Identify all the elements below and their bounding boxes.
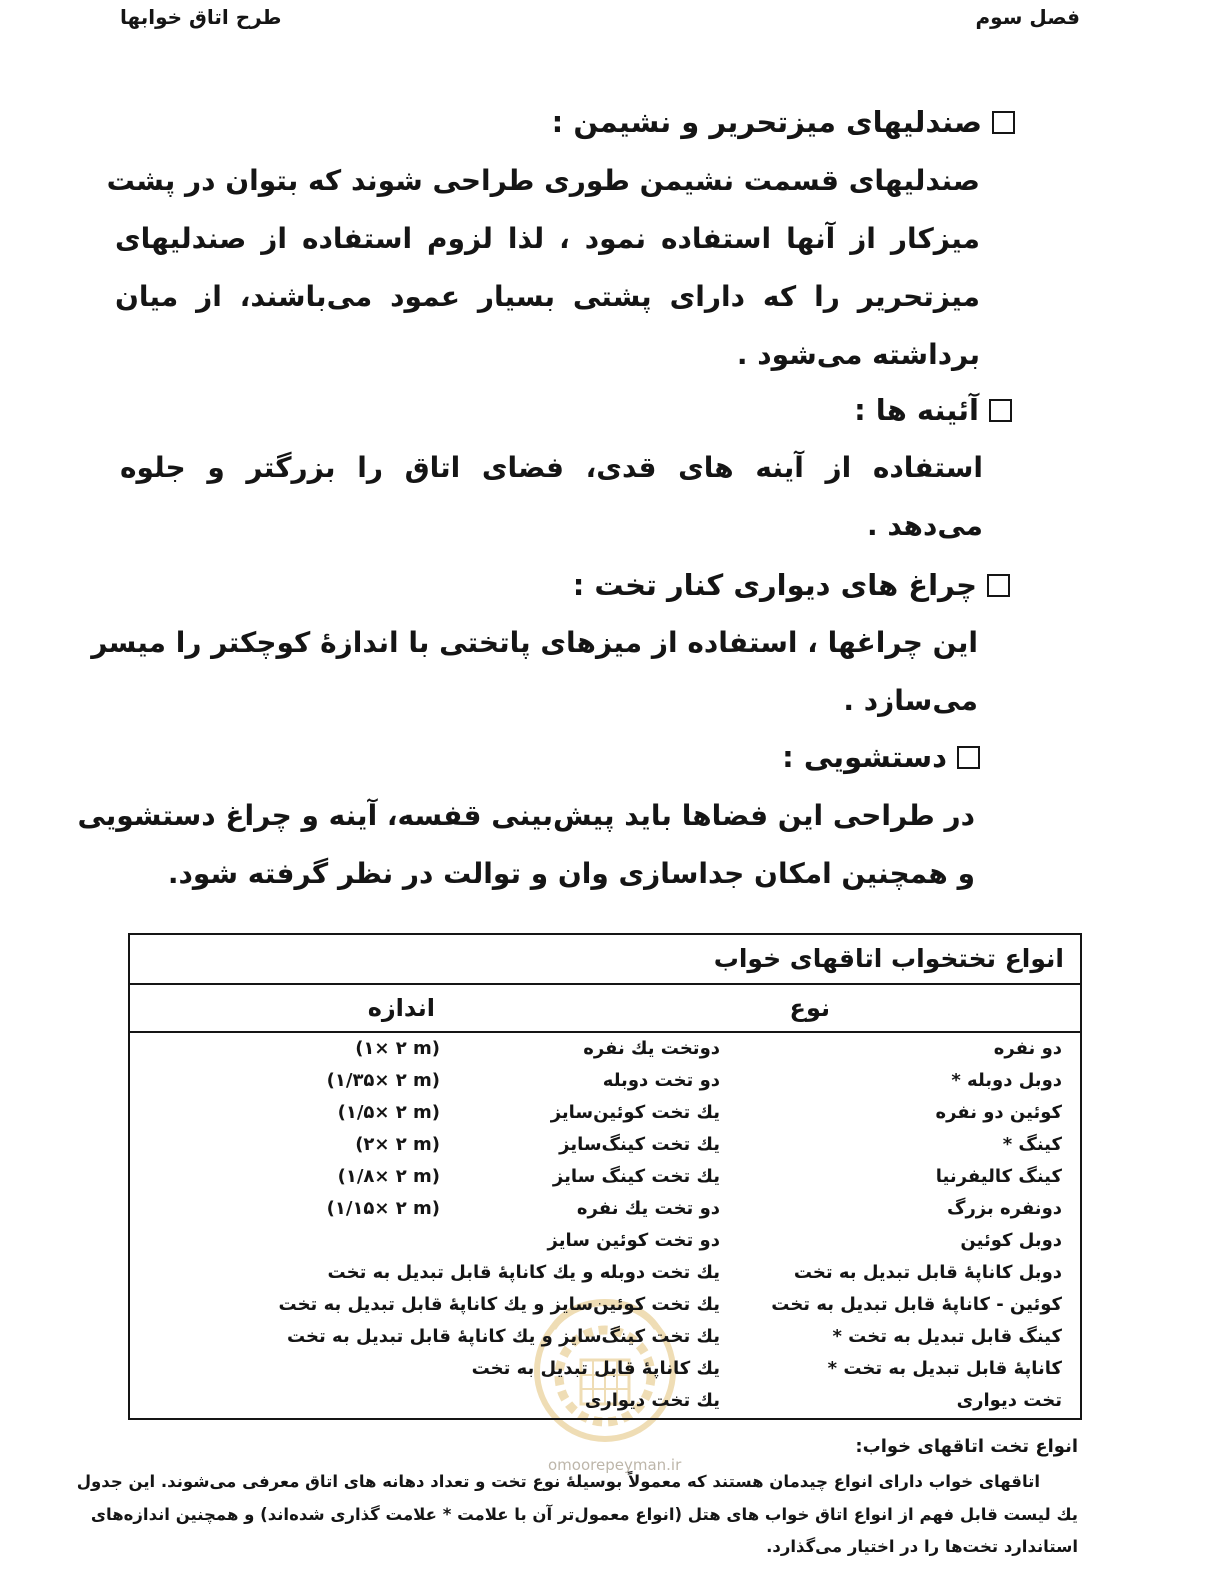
bed-type-cell: دونفره بزرگ <box>947 1198 1062 1219</box>
table-title: انواع تختخواب اتاقهای خواب <box>130 935 1080 985</box>
table-row <box>130 1161 1080 1193</box>
bed-description-cell: یك کاناپهٔ قابل تبدیل به تخت <box>471 1358 720 1379</box>
section-heading-text: دستشویی : <box>782 740 947 774</box>
table-row <box>130 1289 1080 1321</box>
table-row <box>130 1321 1080 1353</box>
bed-type-cell: کینگ کالیفرنیا <box>935 1166 1062 1187</box>
bed-size-cell: (۲× ۲ m) <box>355 1134 440 1155</box>
bed-type-cell: دوبل کوئین <box>960 1230 1062 1251</box>
paragraph-line: می‌سازد . <box>843 684 978 717</box>
paragraph-line: در طراحی این فضاها باید پیش‌بینی قفسه، آینه و چراغ دستشویی <box>77 799 975 832</box>
table-row <box>130 1129 1080 1161</box>
table-body <box>130 1033 1080 1417</box>
table-row <box>130 1225 1080 1257</box>
caption-line: اتاقهای خواب دارای انواع چیدمان هستند که معمولاً بوسیلهٔ نوع تخت و تعداد دهانه های اتاق معرفی می‌شوند. این جدول <box>76 1472 1040 1491</box>
paragraph-line: برداشته می‌شود . <box>736 338 980 371</box>
bed-description-cell: دو تخت کوئین سایز <box>547 1230 720 1251</box>
section-heading-washbasin <box>782 735 980 779</box>
paragraph-line: میزتحریر را که دارای پشتی بسیار عمود می‌باشند، از میان <box>115 280 980 313</box>
page-header-title: طرح اتاق خوابها <box>120 5 282 29</box>
table-header-row <box>130 985 1080 1033</box>
column-header-size: اندازه <box>367 994 435 1022</box>
checkbox-icon <box>989 399 1012 422</box>
bed-description-cell: دو تخت دوبله <box>602 1070 720 1091</box>
table-row <box>130 1065 1080 1097</box>
section-heading-text: چراغ های دیواری کنار تخت : <box>572 568 977 602</box>
bed-description-cell: یك تخت کوئین‌سایز و یك کاناپهٔ قابل تبدیل به تخت <box>278 1294 720 1315</box>
bed-description-cell: یك تخت کینگ‌سایز <box>559 1134 720 1155</box>
table-row <box>130 1257 1080 1289</box>
section-paragraph-wall-lamps <box>91 614 978 730</box>
bed-description-cell: یك تخت کینگ‌سایز و یك کاناپهٔ قابل تبدیل به تخت <box>286 1326 720 1347</box>
table-row <box>130 1193 1080 1225</box>
paragraph-line: صندلیهای قسمت نشیمن طوری طراحی شوند که بتوان در پشت <box>106 164 980 197</box>
section-heading-text: آئینه ها : <box>854 393 979 427</box>
paragraph-line: می‌دهد . <box>866 509 983 542</box>
bed-size-cell: (۱/۳۵× ۲ m) <box>326 1070 440 1091</box>
bed-type-cell: دو نفره <box>993 1038 1062 1059</box>
bed-type-cell: دوبل دوبله * <box>951 1070 1062 1091</box>
bed-type-cell: کینگ * <box>1002 1134 1062 1155</box>
caption-line: یك لیست قابل فهم از انواع اتاق خواب های هتل (انواع معمول‌تر آن با علامت * علامت گذاری شده‌اند) و همچنین اندازه‌های <box>90 1504 1078 1524</box>
bed-description-cell: یك تخت کوئین‌سایز <box>550 1102 720 1123</box>
bed-type-cell: کوئین - کاناپهٔ قابل تبدیل به تخت <box>771 1294 1062 1315</box>
table-row <box>130 1385 1080 1417</box>
bed-description-cell: یك تخت دوبله و یك کاناپهٔ قابل تبدیل به تخت <box>327 1262 720 1283</box>
bed-type-cell: تخت دیواری <box>956 1390 1062 1411</box>
table-row <box>130 1033 1080 1065</box>
paragraph-line: این چراغها ، استفاده از میزهای پاتختی با اندازهٔ کوچکتر را میسر <box>91 626 978 659</box>
table-row <box>130 1353 1080 1385</box>
bed-description-cell: یك تخت کینگ سایز <box>552 1166 720 1187</box>
section-heading-mirrors <box>854 388 1012 432</box>
bed-description-cell: دو تخت یك نفره <box>576 1198 720 1219</box>
caption-heading: انواع تخت اتاقهای خواب: <box>855 1436 1078 1457</box>
chapter-label: فصل سوم <box>975 5 1080 29</box>
bed-types-table <box>128 933 1082 1420</box>
bed-type-cell: کینگ قابل تبدیل به تخت * <box>832 1326 1062 1347</box>
paragraph-line: و همچنین امکان جداسازی وان و توالت در نظر گرفته شود. <box>167 857 975 890</box>
column-header-type: نوع <box>789 994 830 1022</box>
bed-description-cell: یك تخت دیواری <box>584 1390 720 1411</box>
bed-type-cell: دوبل کاناپهٔ قابل تبدیل به تخت <box>793 1262 1062 1283</box>
section-paragraph-chairs <box>106 152 980 384</box>
paragraph-line: میزکار از آنها استفاده نمود ، لذا لزوم استفاده از صندلیهای <box>115 222 980 255</box>
checkbox-icon <box>957 746 980 769</box>
checkbox-icon <box>992 111 1015 134</box>
bed-description-cell: دوتخت یك نفره <box>583 1038 720 1059</box>
section-heading-text: صندلیهای میزتحریر و نشیمن : <box>551 105 982 139</box>
bed-size-cell: (۱/۵× ۲ m) <box>337 1102 440 1123</box>
checkbox-icon <box>987 574 1010 597</box>
section-paragraph-washbasin <box>77 787 975 903</box>
section-heading-wall-lamps <box>573 563 1010 607</box>
paragraph-line: استفاده از آینه های قدی، فضای اتاق را بزرگتر و جلوه <box>120 451 983 484</box>
watermark-text: omoorepeyman.ir <box>548 1456 682 1474</box>
caption-line: استاندارد تخت‌ها را در اختیار می‌گذارد. <box>766 1537 1078 1556</box>
bed-size-cell: (۱/۸× ۲ m) <box>337 1166 440 1187</box>
bed-type-cell: کاناپهٔ قابل تبدیل به تخت * <box>827 1358 1062 1379</box>
table-row <box>130 1097 1080 1129</box>
section-paragraph-mirrors <box>120 439 983 555</box>
section-heading-chairs <box>552 100 1015 144</box>
bed-size-cell: (۱× ۲ m) <box>355 1038 440 1059</box>
bed-size-cell: (۱/۱۵× ۲ m) <box>326 1198 440 1219</box>
bed-type-cell: کوئین دو نفره <box>935 1102 1062 1123</box>
caption-paragraph <box>76 1466 1078 1564</box>
